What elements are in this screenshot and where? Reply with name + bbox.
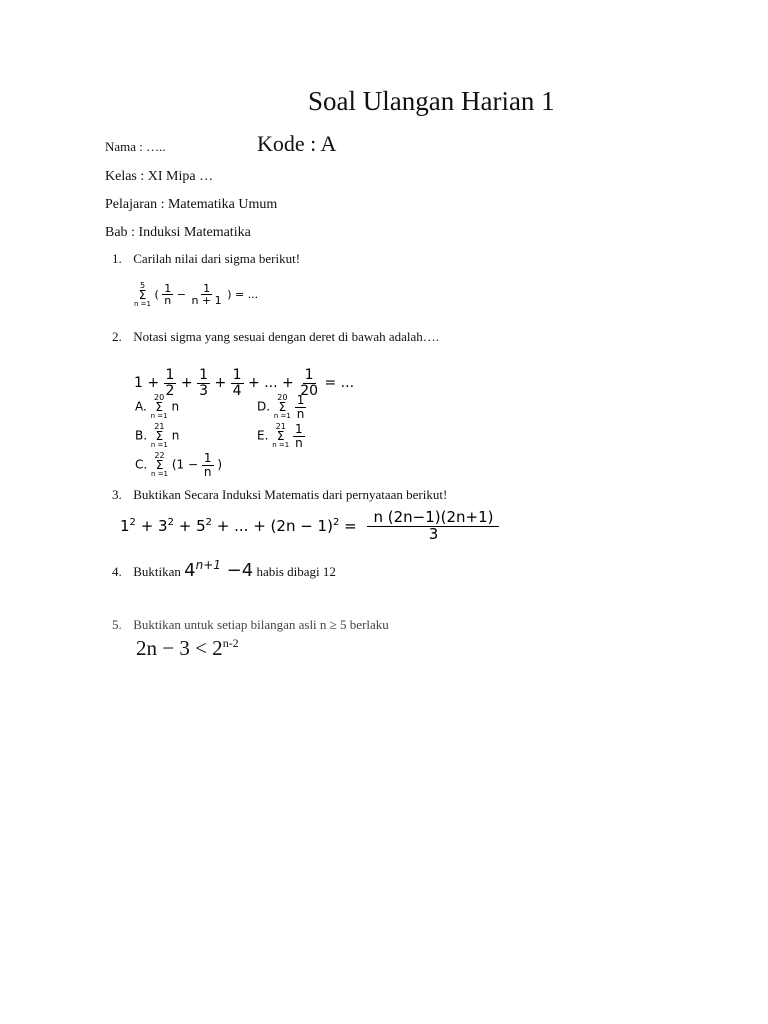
- sigma-upper: 5: [139, 281, 146, 290]
- fraction: $\frac{1}{3}$: [199, 367, 209, 399]
- q3-equation: $1^2 + 3^2 + 5^2$ + ... + $(2n - 1)^2$ = $\frac{n (2n-1)(2n+1)}{3}$: [120, 510, 499, 543]
- question-1: [112, 251, 300, 267]
- option-c: C. 22 Σ n =1 (1 − $\frac{1}{n}$ ): [135, 451, 223, 479]
- question-5: [112, 617, 389, 633]
- kelas-field: Kelas : XI Mipa …: [105, 169, 214, 184]
- fraction: $\frac{1}{2}$: [165, 367, 175, 399]
- question-number: 3.: [112, 487, 122, 502]
- question-number: 5.: [112, 617, 122, 632]
- question-number: 2.: [112, 329, 122, 344]
- question-text-before: Buktikan: [133, 564, 181, 579]
- question-number: 4.: [112, 564, 122, 579]
- paren-open: (: [154, 287, 159, 301]
- q1-sigma-expression: [134, 282, 258, 308]
- paren-close: ) = ...: [227, 287, 259, 301]
- question-2: [112, 329, 439, 345]
- page-title: Soal Ulangan Harian 1: [308, 86, 555, 116]
- question-text: Carilah nilai dari sigma berikut!: [133, 251, 301, 266]
- minus-sign: −: [176, 287, 186, 301]
- fraction: $\frac{1}{n}$: [203, 451, 212, 479]
- fraction: $\frac{n (2n-1)(2n+1)}{3}$: [367, 510, 499, 543]
- fraction: $\frac{1}{n}$: [164, 281, 172, 308]
- sigma-symbol: 22 Σ n =1: [151, 451, 169, 479]
- option-b: B. 21 Σ n =1 n: [135, 422, 180, 449]
- option-d: D. 20 Σ n =1 $\frac{1}{n}$: [257, 393, 305, 421]
- bab-field: Bab : Induksi Matematika: [105, 225, 251, 240]
- pelajaran-field: Pelajaran : Matematika Umum: [105, 197, 278, 212]
- fraction: $\frac{1}{n + 1}$: [191, 281, 222, 308]
- option-a: A. 20 Σ n =1 n: [135, 393, 180, 420]
- q4-expression: $4^{n+1} -4$: [184, 558, 254, 581]
- fraction: $\frac{1}{20}$: [300, 367, 319, 399]
- question-4: [112, 558, 336, 581]
- sigma-symbol: 21 Σ n =1: [150, 422, 168, 449]
- question-text: Buktikan Secara Induksi Matematis dari pernyataan berikut!: [133, 487, 448, 502]
- question-text-after: habis dibagi 12: [256, 564, 336, 579]
- q5-inequality: $2n - 3 < 2^{n-2}$: [136, 636, 239, 660]
- question-number: 1.: [112, 251, 122, 266]
- nama-field: Nama : …..: [105, 139, 166, 154]
- question-text: Notasi sigma yang sesuai dengan deret di bawah adalah….: [133, 329, 440, 344]
- sigma-symbol: 5 Σ n =1: [134, 281, 151, 308]
- question-3: [112, 487, 447, 503]
- fraction: $\frac{1}{n}$: [295, 422, 303, 450]
- sigma-symbol: 21 Σ n =1: [272, 422, 290, 450]
- sigma-symbol: 20 Σ n =1: [150, 393, 168, 420]
- sigma-lower: n =1: [134, 299, 151, 308]
- question-text: Buktikan untuk setiap bilangan asli n ≥ 5 berlaku: [133, 617, 389, 632]
- kode-label: Kode : A: [257, 131, 337, 156]
- q2-series: 1 + $\frac{1}{2}$ + $\frac{1}{3}$ + $\frac{1}{4}$ + ... + $\frac{1}{20}$ = ...: [134, 367, 355, 399]
- option-e: E. 21 Σ n =1 $\frac{1}{n}$: [257, 422, 303, 450]
- sigma-symbol: 20 Σ n =1: [273, 393, 291, 421]
- fraction: $\frac{1}{4}$: [232, 367, 242, 399]
- fraction: $\frac{1}{n}$: [296, 393, 305, 421]
